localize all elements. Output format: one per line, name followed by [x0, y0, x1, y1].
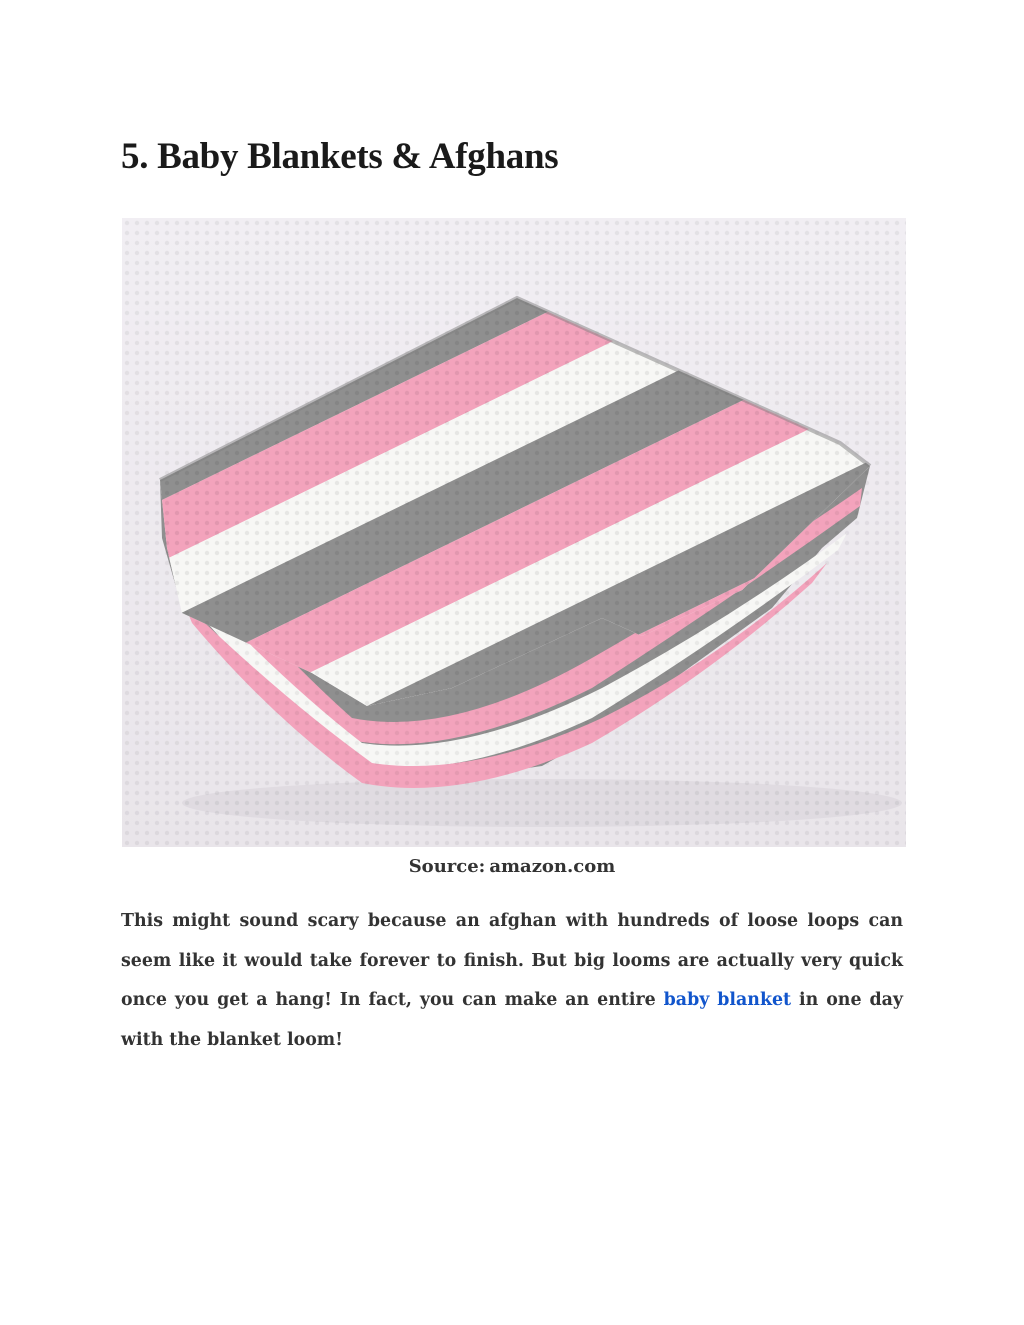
baby-blanket-link[interactable]: baby blanket: [663, 990, 792, 1010]
caption-source: amazon.com: [489, 856, 616, 877]
image-caption: [0, 854, 1024, 880]
body-paragraph: [121, 902, 903, 1060]
caption-label: Source:: [408, 856, 486, 877]
paragraph-text-after-link: in one day with the blanket loom!: [121, 990, 903, 1050]
section-heading: 5. Baby Blankets & Afghans: [121, 136, 559, 177]
paragraph-text-before-link: This might sound scary because an afghan with hundreds of loose loops can seem like it would take forever to finish. But big looms are actually very quick once you get a hang! In fact, you can make an entire: [121, 911, 903, 1010]
blanket-photo: [122, 218, 906, 847]
